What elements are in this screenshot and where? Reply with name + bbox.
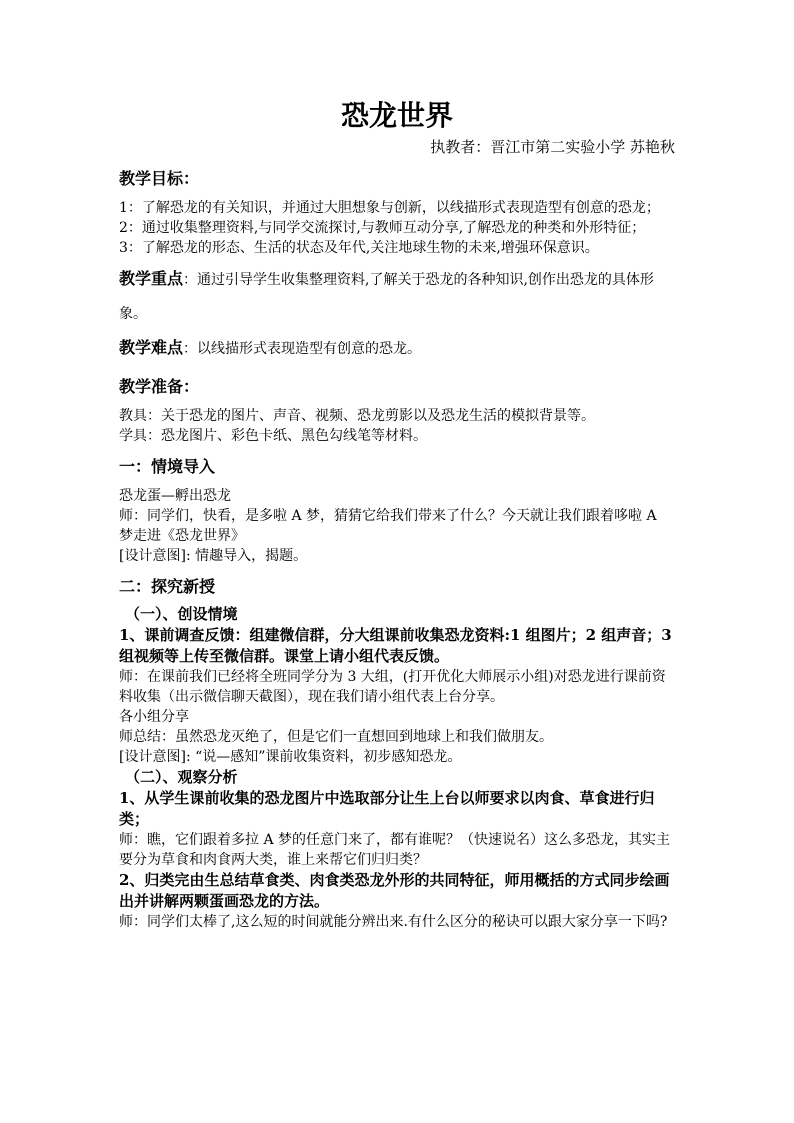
- section1-heading: 一：情境导入: [119, 457, 216, 476]
- objective-item-3: 3：了解恐龙的形态、生活的状态及年代,关注地球生物的未来,增强环保意识。: [119, 240, 599, 256]
- page-title: 恐龙世界: [340, 99, 453, 132]
- preparation-heading: 教学准备：: [119, 377, 200, 396]
- part1-teacher: 师：在课前我们已经将全班同学分为 3 大组，(打开优化大师展示小组)对恐龙进行课前资料收集（出示微信聊天截图），现在我们请小组代表上台分享。: [119, 669, 666, 705]
- author-line: 执教者：晋江市第二实验小学 苏艳秋: [430, 138, 675, 156]
- key-point-label: 教学重点: [119, 269, 184, 288]
- design-intent-label: [设计意图]: [119, 749, 186, 765]
- teacher-materials: 教具：关于恐龙的图片、声音、视频、恐龙剪影以及恐龙生活的模拟背景等。: [119, 408, 595, 424]
- design-intent-text: : 情趣导入，揭题。: [185, 548, 308, 564]
- part2-heading: （二）、观察分析: [125, 768, 238, 786]
- difficult-point-label: 教学难点: [119, 338, 184, 357]
- part1-summary: 师总结：虽然恐龙灭绝了，但是它们一直想回到地球上和我们做朋友。: [119, 729, 553, 745]
- difficult-point-text: ：以线描形式表现造型有创意的恐龙。: [183, 341, 422, 357]
- preparation-section: [119, 374, 675, 446]
- part2-teacher1: 师：瞧，它们跟着多拉 A 梦的任意门来了，都有谁呢？（快速说名）这么多恐龙，其实主要分为草食和肉食两大类，谁上来帮它们归归类？: [119, 832, 671, 868]
- key-point-text: ：通过引导学生收集整理资料,了解关于恐龙的各种知识,创作出恐龙的具体形象。: [119, 272, 654, 322]
- section2-heading: 二：探究新授: [119, 577, 216, 596]
- section-explore: [119, 574, 675, 932]
- part1-share: 各小组分享: [119, 709, 189, 725]
- part1-bold: 1、课前调查反馈：组建微信群，分大组课前收集恐龙资料:1 组图片；2 组声音；3 组视频等上传至微信群。课堂上请小组代表反馈。: [119, 626, 672, 665]
- document-page: [119, 96, 675, 932]
- objective-item-1: 1：了解恐龙的有关知识，并通过大胆想象与创新，以线描形式表现造型有创意的恐龙；: [119, 200, 660, 216]
- part2-teacher2: 师：同学们太棒了,这么短的时间就能分辨出来.有什么区分的秘诀可以跟大家分享一下吗?: [119, 914, 668, 930]
- key-point: [119, 262, 675, 331]
- part2-bold1: 1、从学生课前收集的恐龙图片中选取部分让生上台以师要求以肉食、草食进行归类；: [119, 789, 655, 828]
- design-intent-label: [设计意图]: [119, 548, 186, 564]
- objective-item-2: 2：通过收集整理资料,与同学交流探讨,与教师互动分享,了解恐龙的种类和外形特征；: [119, 220, 646, 236]
- part1-heading: （一）、创设情境: [125, 605, 238, 623]
- section1-intent: [119, 546, 675, 566]
- section1-line2: 师：同学们，快看，是多啦 A 梦，猜猜它给我们带来了什么？今天就让我们跟着哆啦 A 梦走进《恐龙世界》: [119, 508, 657, 544]
- objectives-section: [119, 166, 675, 258]
- difficult-point: [119, 331, 675, 366]
- section1-line1: 恐龙蛋—孵出恐龙: [119, 488, 231, 504]
- student-materials: 学具：恐龙图片、彩色卡纸、黑色勾线笔等材料。: [119, 428, 427, 444]
- objectives-heading: 教学目标：: [119, 169, 200, 188]
- part1-intent: [119, 747, 675, 767]
- part2-bold2: 2、归类完由生总结草食类、肉食类恐龙外形的共同特征，师用概括的方式同步绘画出并讲解两颗蛋画恐龙的方法。: [119, 871, 670, 910]
- section-intro: [119, 454, 675, 566]
- design-intent-text: : “说—感知”课前收集资料，初步感知恐龙。: [185, 749, 462, 765]
